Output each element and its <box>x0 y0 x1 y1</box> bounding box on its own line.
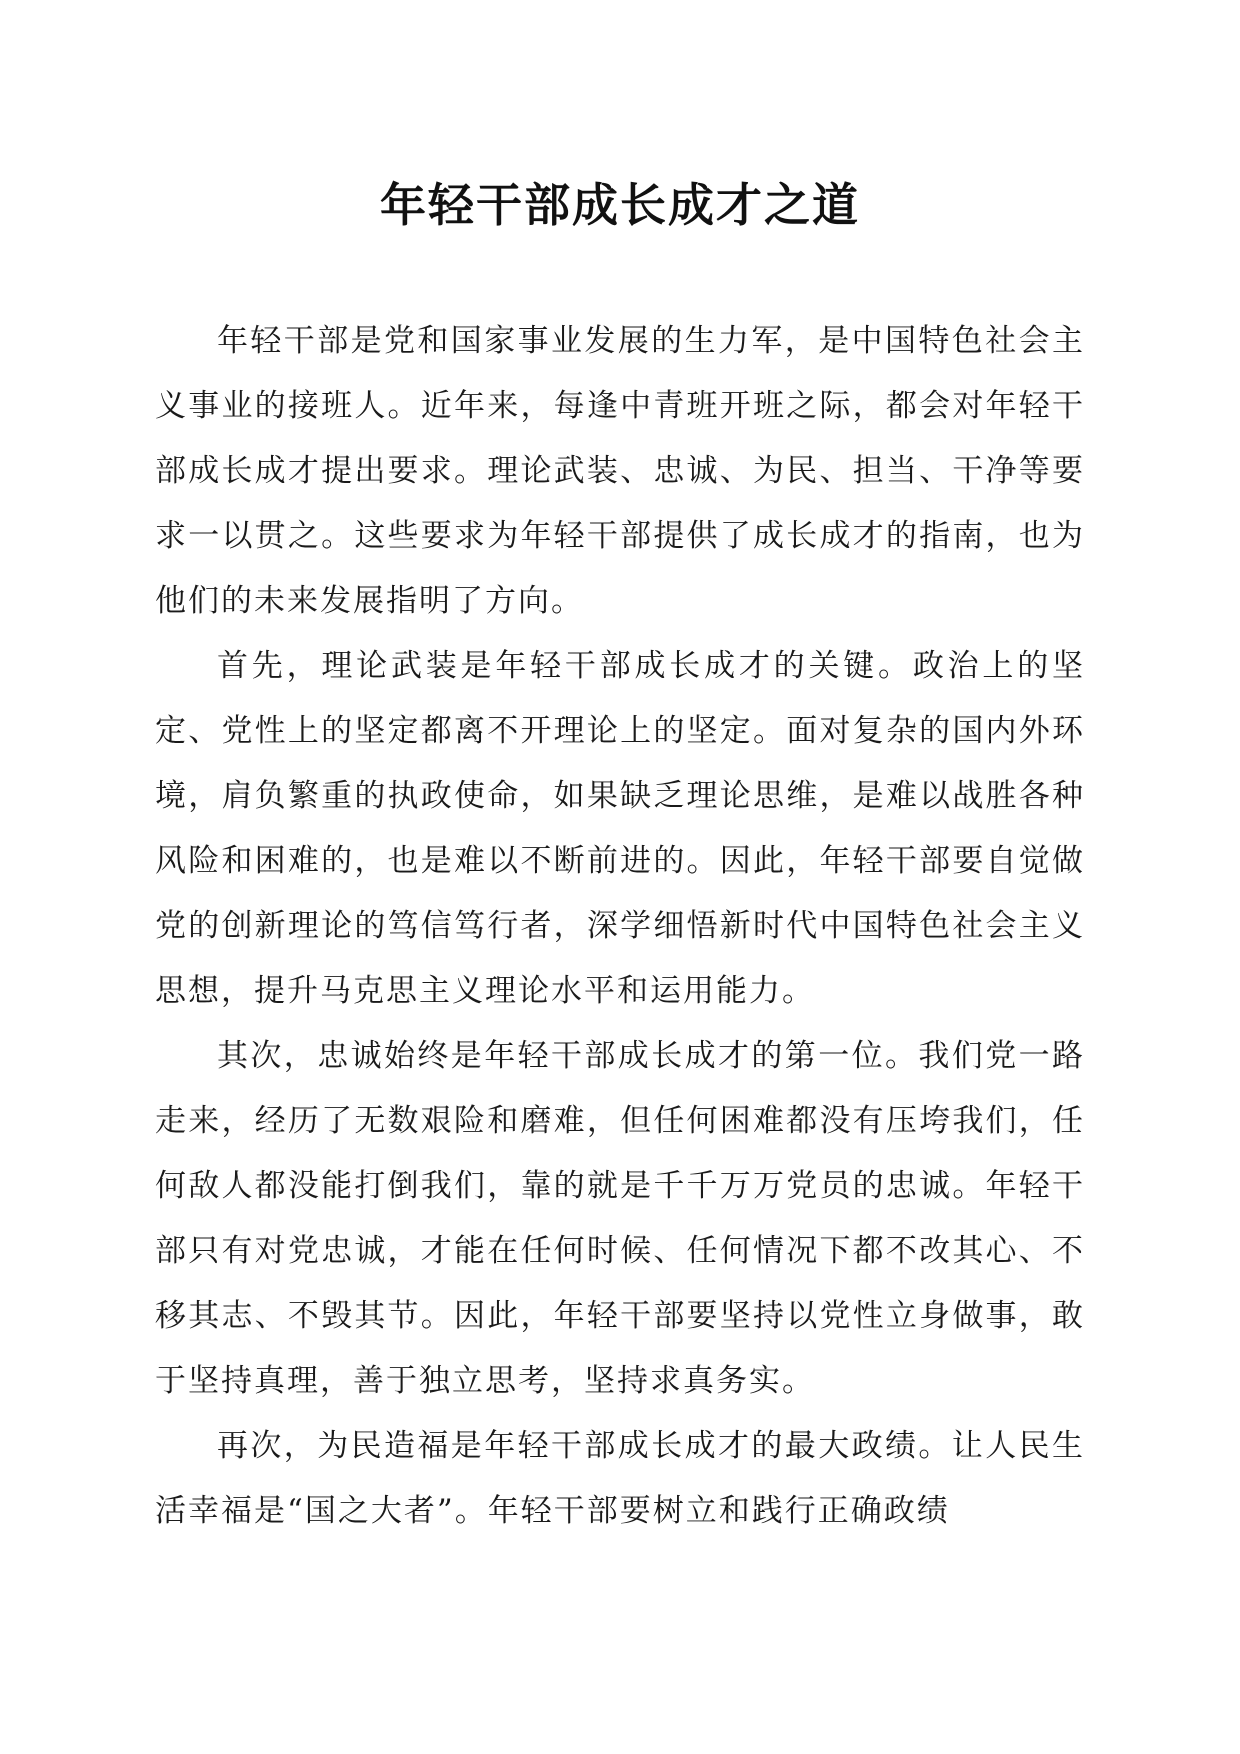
document-title: 年轻干部成长成才之道 <box>380 178 860 232</box>
paragraph-loyalty: 其次，忠诚始终是年轻干部成长成才的第一位。我们党一路走来，经历了无数艰险和磨难，但任何困难都没有压垮我们，任何敌人都没能打倒我们，靠的就是千千万万党员的忠诚。年轻干部只有对党忠诚，才能在任何时候、任何情况下都不改其心、不移其志、不毁其节。因此，年轻干部要坚持以党性立身做事，敢于坚持真理，善于独立思考，坚持求真务实。 <box>155 1038 1085 1399</box>
paragraph-intro: 年轻干部是党和国家事业发展的生力军，是中国特色社会主义事业的接班人。近年来，每逢中青班开班之际，都会对年轻干部成长成才提出要求。理论武装、忠诚、为民、担当、干净等要求一以贯之。这些要求为年轻干部提供了成长成才的指南，也为他们的未来发展指明了方向。 <box>155 323 1085 619</box>
paragraph-people: 再次，为民造福是年轻干部成长成才的最大政绩。让人民生活幸福是“国之大者”。年轻干部要树立和践行正确政绩 <box>155 1428 1085 1529</box>
paragraph-theory: 首先，理论武装是年轻干部成长成才的关键。政治上的坚定、党性上的坚定都离不开理论上的坚定。面对复杂的国内外环境，肩负繁重的执政使命，如果缺乏理论思维，是难以战胜各种风险和困难的，也是难以不断前进的。因此，年轻干部要自觉做党的创新理论的笃信笃行者，深学细悟新时代中国特色社会主义思想，提升马克思主义理论水平和运用能力。 <box>155 648 1085 1009</box>
document-body <box>155 309 1085 1544</box>
